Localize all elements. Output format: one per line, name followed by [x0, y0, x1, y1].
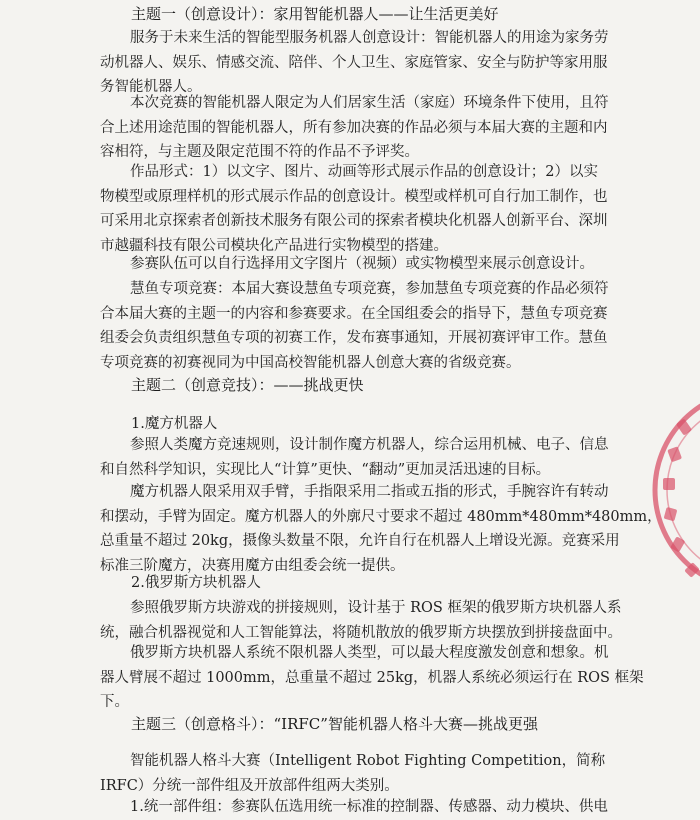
seal-ring	[655, 390, 700, 590]
theme2-paragraph-4: 俄罗斯方块机器人系统不限机器人类型，可以最大程度激发创意和想象。机 器人臂展不超过 1000mm，总重量不超过 25kg，机器人系统必须运行在 ROS 框架 下。	[100, 645, 644, 710]
theme1-paragraph-4: 参赛队伍可以自行选择用文字图片（视频）或实物模型来展示创意设计。	[130, 256, 594, 272]
theme2-subheading-2: 2.俄罗斯方块机器人	[131, 575, 261, 591]
theme1-paragraph-2: 本次竞赛的智能机器人限定为人们居家生活（家庭）环境条件下使用，且符 合上述用途范围的智能机器人，所有参加决赛的作品必须与本届大赛的主题和内 容相符，与主题及限定范围不符的作品不予评奖。	[100, 95, 609, 160]
theme2-paragraph-2: 魔方机器人限采用双手臂，手指限采用二指或五指的形式，手腕容许有转动 和摆动，手臂为固定。魔方机器人的外廓尺寸要求不超过 480mm*480mm*480mm， 总重量不超过 20kg，摄像头数量不限，允许自行在机器人上增设光源。竞赛采用 标准三阶魔方，决赛用魔方由组委会统一提供。	[100, 484, 662, 574]
theme3-heading: 主题三（创意格斗）：“IRFC”智能机器人格斗大赛—挑战更强	[131, 715, 538, 733]
theme1-heading: 主题一（创意设计）：家用智能机器人——让生活更美好	[131, 5, 499, 23]
theme3-paragraph-1: 智能机器人格斗大赛（Intelligent Robot Fighting Competition，简称 IRFC）分统一部件组及开放部件组两大类别。	[100, 753, 606, 794]
seal-inner-ring	[667, 402, 700, 578]
theme1-paragraph-1: 服务于未来生活的智能型服务机器人创意设计：智能机器人的用途为家务劳 动机器人、娱乐、情感交流、陪伴、个人卫生、家庭管家、安全与防护等家用服 务智能机器人。	[100, 30, 609, 95]
seal-glyphs	[663, 418, 700, 577]
theme2-subheading-1: 1.魔方机器人	[131, 416, 218, 432]
theme3-paragraph-2: 1.统一部件组：参赛队伍选用统一标准的控制器、传感器、动力模块、供电	[130, 799, 608, 815]
theme2-paragraph-1: 参照人类魔方竞速规则，设计制作魔方机器人，综合运用机械、电子、信息 和自然科学知识，实现比人“计算”更快、“翻动”更加灵活迅速的目标。	[100, 437, 609, 478]
theme2-paragraph-3: 参照俄罗斯方块游戏的拼接规则，设计基于 ROS 框架的俄罗斯方块机器人系 统，融合机器视觉和人工智能算法，将随机散放的俄罗斯方块摆放到拼接盘面中。	[100, 600, 622, 641]
theme1-paragraph-3: 作品形式：1）以文字、图片、动画等形式展示作品的创意设计；2）以实 物模型或原理样机的形式展示作品的创意设计。模型或样机可自行加工制作，也 可采用北京探索者创新技术服务有限公司的探索者模块化机器人创新平台、深圳 市越疆科技有限公司模块化产品进行实物模型的搭建。	[100, 164, 608, 254]
theme2-heading: 主题二（创意竞技）：——挑战更快	[131, 376, 364, 394]
theme1-paragraph-5: 慧鱼专项竞赛：本届大赛设慧鱼专项竞赛，参加慧鱼专项竞赛的作品必须符 合本届大赛的主题一的内容和参赛要求。在全国组委会的指导下，慧鱼专项竞赛 组委会负责组织慧鱼专项的初赛工作，发布赛事通知，开展初赛评审工作。慧鱼 专项竞赛的初赛视同为中国高校智能机器人创意大赛的省级竞赛。	[100, 281, 609, 371]
